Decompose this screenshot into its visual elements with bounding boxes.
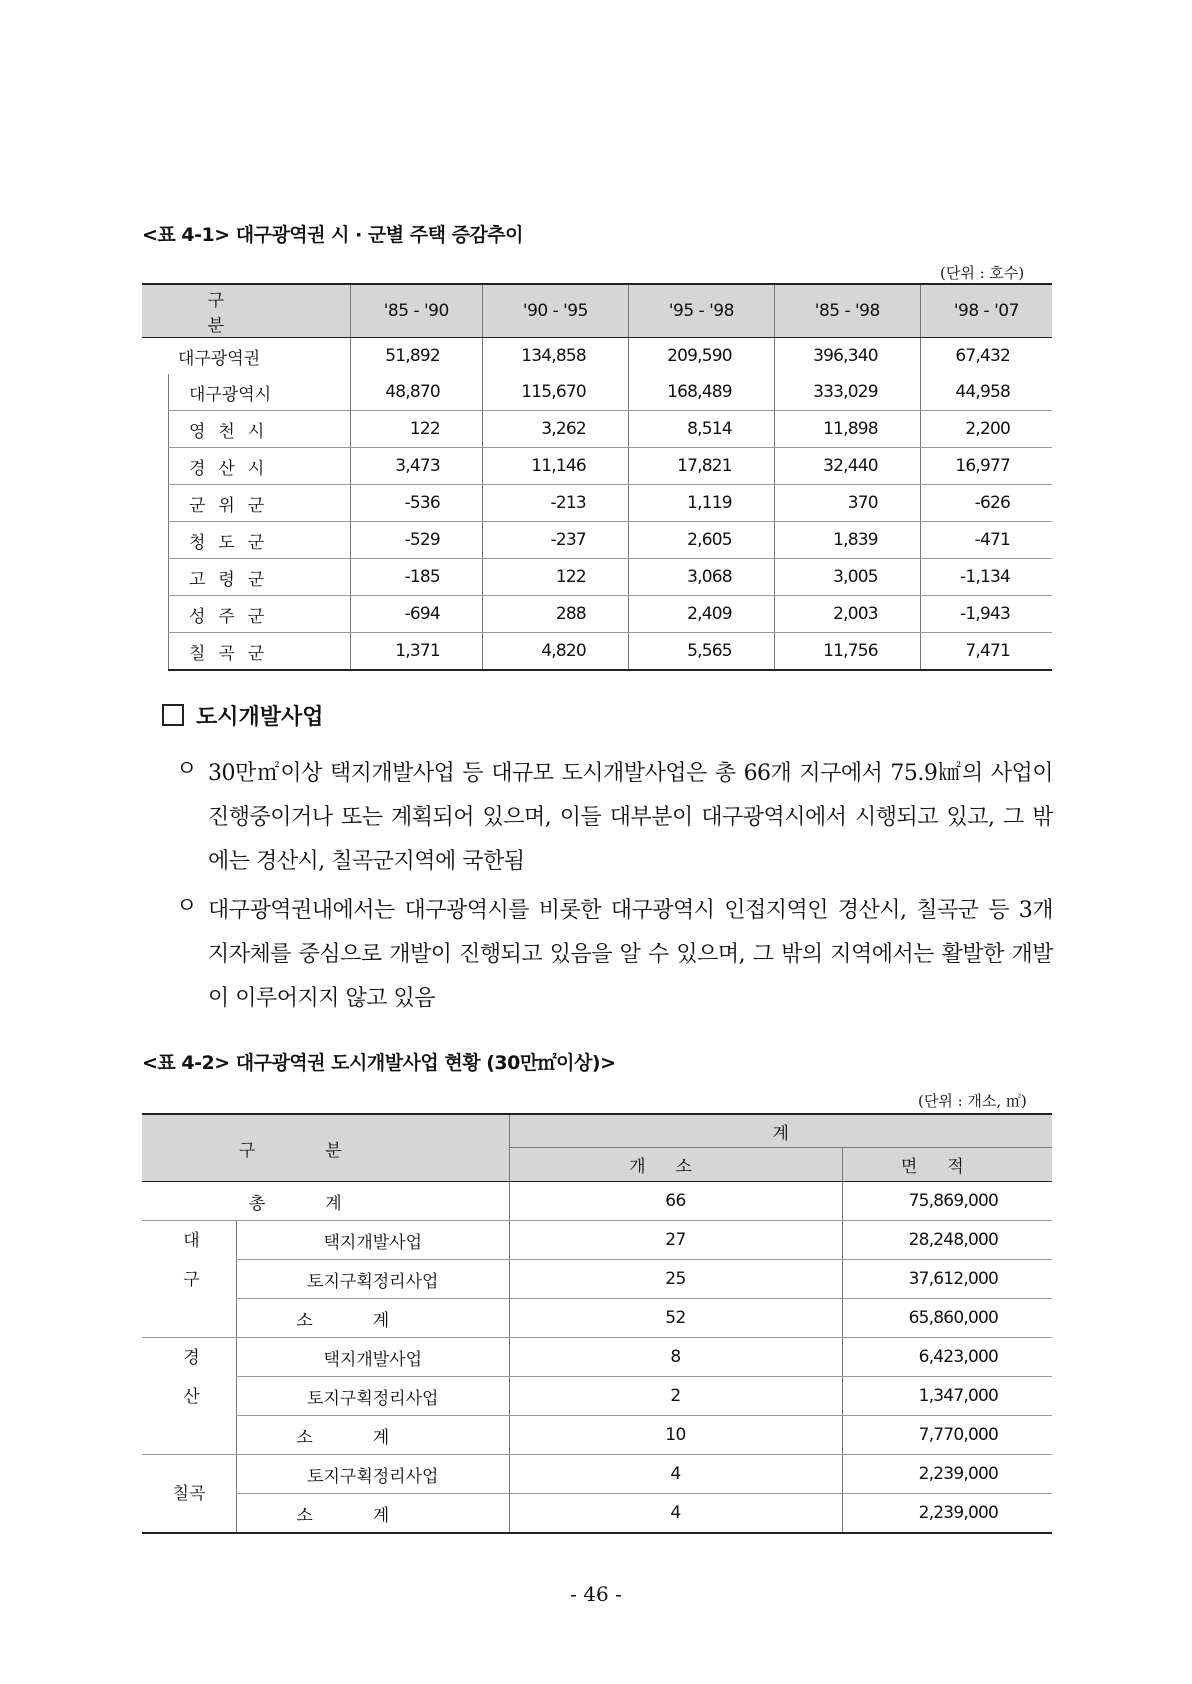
table-header-row [142,1114,1052,1148]
table-row [142,1260,1052,1299]
row-label: 택지개발사업 [237,1338,510,1377]
header-col: '85 - '98 [774,284,920,338]
cell: 2,200 [920,411,1052,448]
cell: 3,262 [482,411,628,448]
table-row [142,1455,1052,1494]
header-col: '90 - '95 [482,284,628,338]
cell: 2,003 [774,596,920,633]
table-row [142,1416,1052,1455]
table-row [142,411,1052,448]
cell: -471 [920,522,1052,559]
cell: -1,943 [920,596,1052,633]
table-row [142,1377,1052,1416]
cell-area: 2,239,000 [842,1494,1052,1534]
table-row [142,485,1052,522]
cell: 17,821 [628,448,774,485]
indent-cell [142,374,169,670]
row-label: 청도군 [169,522,351,559]
cell-count: 27 [509,1221,842,1260]
cell: 7,471 [920,633,1052,671]
cell: 122 [350,411,482,448]
table-row-total [142,1182,1052,1221]
paragraph: 대구광역권내에서는 대구광역시를 비롯한 대구광역시 인접지역인 경산시, 칠곡군 등 3개 지자체를 중심으로 개발이 진행되고 있음을 알 수 있으며, 그 밖의 지역에서는 활발한 개발이 이루어지지 않고 있음 [208,898,1053,1011]
cell: -237 [482,522,628,559]
cell-count: 52 [509,1299,842,1338]
cell: 2,605 [628,522,774,559]
table-row [142,1494,1052,1534]
row-label: 총계 [142,1182,509,1221]
table1-caption: <표 4-1> 대구광역권 시 · 군별 주택 증감추이 [142,224,523,246]
header-col: '98 - '07 [920,284,1052,338]
cell-count: 8 [509,1338,842,1377]
region-name: 경산 [179,1348,199,1426]
urban-development-table [142,1113,1052,1534]
table-row [142,448,1052,485]
header-gubun: 구분 [142,1114,509,1182]
bullet-icon: ㅇ [176,757,198,782]
cell: 8,514 [628,411,774,448]
cell-area: 65,860,000 [842,1299,1052,1338]
cell: 1,839 [774,522,920,559]
cell: 333,029 [774,374,920,411]
cell: 370 [774,485,920,522]
table-row [142,596,1052,633]
cell: 44,958 [920,374,1052,411]
cell: 48,870 [350,374,482,411]
cell: 115,670 [482,374,628,411]
cell: -536 [350,485,482,522]
region-label [142,1221,237,1338]
table-row [142,633,1052,671]
cell-count: 4 [509,1494,842,1534]
cell-count: 66 [509,1182,842,1221]
cell: 51,892 [350,338,482,375]
row-label: 토지구획정리사업 [237,1455,510,1494]
page-number: - 46 - [570,1582,622,1606]
table2-unit: (단위 : 개소, ㎡) [918,1092,1027,1110]
cell-area: 7,770,000 [842,1416,1052,1455]
cell: -694 [350,596,482,633]
region-label [142,1338,237,1455]
section-title-text: 도시개발사업 [196,705,324,730]
cell: -1,134 [920,559,1052,596]
cell-area: 37,612,000 [842,1260,1052,1299]
table-row-total [142,338,1052,375]
row-label: 대구광역권 [178,348,261,369]
cell-count: 2 [509,1377,842,1416]
cell: 32,440 [774,448,920,485]
row-label: 소계 [237,1494,510,1534]
row-label: 대구광역시 [169,374,351,411]
cell: 209,590 [628,338,774,375]
cell: 288 [482,596,628,633]
cell: -529 [350,522,482,559]
row-label: 소계 [237,1299,510,1338]
header-total: 계 [509,1114,1052,1148]
row-label: 고령군 [169,559,351,596]
cell: 3,068 [628,559,774,596]
row-label: 경산시 [169,448,351,485]
table-header-row [142,284,1052,338]
row-label: 영천시 [169,411,351,448]
row-label: 택지개발사업 [237,1221,510,1260]
table-row [142,1221,1052,1260]
row-label: 성주군 [169,596,351,633]
region-name: 대구 [179,1231,199,1309]
header-col: '85 - '90 [350,284,482,338]
cell-area: 1,347,000 [842,1377,1052,1416]
cell: 5,565 [628,633,774,671]
cell: -626 [920,485,1052,522]
table-row [142,374,1052,411]
header-count: 개소 [509,1148,842,1182]
cell-count: 10 [509,1416,842,1455]
cell-area: 2,239,000 [842,1455,1052,1494]
cell: 4,820 [482,633,628,671]
cell: 168,489 [628,374,774,411]
cell: 1,371 [350,633,482,671]
cell: 2,409 [628,596,774,633]
cell-count: 25 [509,1260,842,1299]
table2-caption: <표 4-2> 대구광역권 도시개발사업 현황 (30만㎡이상)> [142,1052,616,1074]
cell-count: 4 [509,1455,842,1494]
header-col: '95 - '98 [628,284,774,338]
cell: 3,473 [350,448,482,485]
cell: 16,977 [920,448,1052,485]
cell: 396,340 [774,338,920,375]
table-row [142,1338,1052,1377]
bullet-icon: ㅇ [176,894,198,919]
cell: 11,756 [774,633,920,671]
cell: -213 [482,485,628,522]
row-label: 토지구획정리사업 [237,1260,510,1299]
row-label: 군위군 [169,485,351,522]
cell-area: 75,869,000 [842,1182,1052,1221]
region-label: 칠곡 [142,1455,237,1534]
cell: 122 [482,559,628,596]
cell: -185 [350,559,482,596]
table-row [142,1299,1052,1338]
cell: 3,005 [774,559,920,596]
row-label: 토지구획정리사업 [237,1377,510,1416]
table1-unit: (단위 : 호수) [940,264,1025,282]
row-label: 칠곡군 [169,633,351,671]
checkbox-square-icon [162,704,184,726]
cell: 67,432 [920,338,1052,375]
cell: 1,119 [628,485,774,522]
cell-area: 6,423,000 [842,1338,1052,1377]
cell: 134,858 [482,338,628,375]
cell: 11,146 [482,448,628,485]
table-row [142,522,1052,559]
paragraph: 30만㎡이상 택지개발사업 등 대규모 도시개발사업은 총 66개 지구에서 75.9㎢의 사업이 진행중이거나 또는 계획되어 있으며, 이들 대부분이 대구광역시에서 시행되고 있고, 그 밖에는 경산시, 칠곡군지역에 국한됨 [208,761,1053,874]
header-area: 면적 [842,1148,1052,1182]
header-gubun: 구 분 [142,284,350,338]
section-title [162,700,324,731]
table-row [142,559,1052,596]
cell-area: 28,248,000 [842,1221,1052,1260]
housing-change-table [142,283,1052,671]
row-label: 소계 [237,1416,510,1455]
cell: 11,898 [774,411,920,448]
